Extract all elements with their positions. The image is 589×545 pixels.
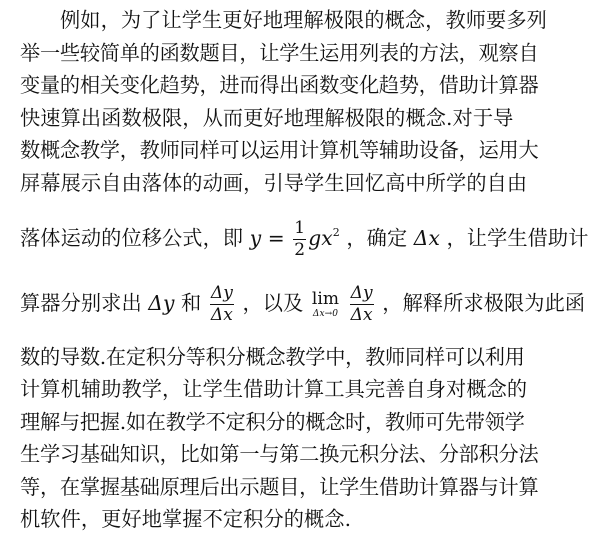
fraction-denominator: Δx bbox=[210, 305, 233, 325]
limit-operator bbox=[311, 288, 340, 319]
limit-line bbox=[20, 283, 586, 325]
formula-exponent: 2 bbox=[332, 226, 340, 239]
formula-line-text-mid: ，确定 bbox=[346, 226, 408, 250]
formula-fraction-one-half bbox=[293, 220, 306, 259]
text-line: 举一些较简单的函数题目，让学生运用列表的方法，观察自 bbox=[20, 41, 539, 65]
fraction-denominator: 2 bbox=[294, 240, 306, 260]
formula-gx: gx bbox=[308, 226, 333, 250]
fraction-denominator: Δx bbox=[350, 305, 373, 325]
fraction-numerator: Δy bbox=[210, 283, 233, 303]
formula-line bbox=[20, 218, 589, 260]
text-line: 数概念教学，教师同样可以运用计算机等辅助设备，运用大 bbox=[20, 138, 539, 162]
text-line: 等，在掌握基础原理后出示题目，让学生借助计算器与计算 bbox=[20, 475, 539, 499]
limit-line-text-mid: ，以及 bbox=[242, 291, 304, 315]
fraction-numerator: Δy bbox=[350, 283, 373, 303]
fraction-numerator: 1 bbox=[294, 218, 306, 238]
text-line: 屏幕展示自由落体的动画，引导学生回忆高中所学的自由 bbox=[20, 171, 528, 195]
formula-y: y bbox=[249, 226, 262, 250]
limit-line-text-and: 和 bbox=[180, 291, 202, 315]
limit-subscript: Δx→0 bbox=[312, 308, 339, 319]
text-line: 例如，为了让学生更好地理解极限的概念，教师要多列 bbox=[60, 8, 547, 32]
formula-delta-x: Δx bbox=[413, 226, 440, 250]
text-line: 理解与把握.如在教学不定积分的概念时，教师可先带领学 bbox=[20, 410, 525, 434]
text-line: 快速算出函数极限，从而更好地理解极限的概念.对于导 bbox=[20, 106, 514, 130]
fraction-delta-y-over-delta-x bbox=[210, 285, 234, 324]
text-line: 机软件，更好地掌握不定积分的概念. bbox=[20, 507, 352, 531]
text-line: 生学习基础知识，比如第一与第二换元积分法、分部积分法 bbox=[20, 442, 539, 466]
text-line: 计算机辅助教学，让学生借助计算工具完善自身对概念的 bbox=[20, 377, 528, 401]
formula-line-text-after: ，让学生借助计 bbox=[446, 226, 589, 250]
text-line: 数的导数.在定积分等积分概念教学中，教师同样可以利用 bbox=[20, 345, 525, 369]
text-line: 变量的相关变化趋势，进而得出函数变化趋势，借助计算器 bbox=[20, 73, 539, 97]
delta-y: Δy bbox=[148, 291, 175, 315]
limit-line-text-before: 算器分别求出 bbox=[20, 291, 142, 315]
formula-line-text-before: 落体运动的位移公式，即 bbox=[20, 226, 244, 250]
limit-fraction-delta-y-over-delta-x bbox=[350, 285, 374, 324]
formula-equals: = bbox=[267, 226, 285, 250]
limit-word: lim bbox=[311, 288, 340, 309]
limit-line-text-after: ，解释所求极限为此函 bbox=[382, 291, 586, 315]
